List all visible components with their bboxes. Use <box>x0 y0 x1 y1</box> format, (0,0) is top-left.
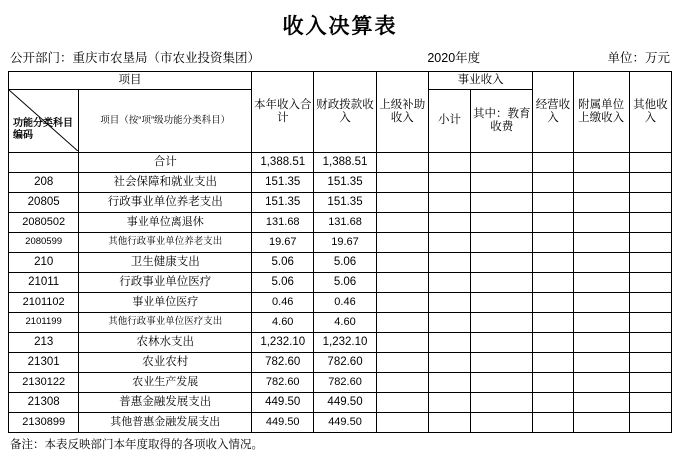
cell-affiliated <box>573 333 629 353</box>
cell-total: 19.67 <box>252 233 314 253</box>
cell-total: 4.60 <box>252 313 314 333</box>
cell-name: 卫生健康支出 <box>79 253 252 273</box>
header-col-operating: 经营收入 <box>533 72 573 153</box>
cell-biz-sub <box>428 193 470 213</box>
cell-total: 1,388.51 <box>252 153 314 173</box>
cell-fiscal: 449.50 <box>314 393 376 413</box>
cell-code: 2080599 <box>9 233 79 253</box>
cell-biz-edu <box>471 213 533 233</box>
header-col-superior: 上级补助收入 <box>376 72 428 153</box>
cell-other <box>629 193 671 213</box>
cell-biz-edu <box>471 413 533 433</box>
cell-biz-edu <box>471 393 533 413</box>
cell-other <box>629 313 671 333</box>
cell-fiscal: 151.35 <box>314 173 376 193</box>
cell-biz-edu <box>471 273 533 293</box>
table-row <box>9 293 672 313</box>
cell-affiliated <box>573 373 629 393</box>
cell-affiliated <box>573 293 629 313</box>
cell-fiscal: 5.06 <box>314 273 376 293</box>
cell-biz-edu <box>471 193 533 213</box>
table-row <box>9 213 672 233</box>
cell-biz-edu <box>471 153 533 173</box>
cell-other <box>629 273 671 293</box>
cell-superior <box>376 253 428 273</box>
table-row <box>9 413 672 433</box>
cell-superior <box>376 153 428 173</box>
cell-code: 21011 <box>9 273 79 293</box>
cell-operating <box>533 333 573 353</box>
cell-biz-sub <box>428 253 470 273</box>
header-col-total <box>252 72 314 153</box>
table-row <box>9 373 672 393</box>
cell-name: 其他普惠金融发展支出 <box>79 413 252 433</box>
cell-operating <box>533 153 573 173</box>
cell-affiliated <box>573 253 629 273</box>
cell-affiliated <box>573 193 629 213</box>
cell-other <box>629 233 671 253</box>
cell-total: 131.68 <box>252 213 314 233</box>
department-label: 公开部门：重庆市农垦局（市农业投资集团） <box>10 51 261 65</box>
cell-biz-edu <box>471 313 533 333</box>
cell-biz-sub <box>428 273 470 293</box>
cell-superior <box>376 313 428 333</box>
cell-biz-sub <box>428 233 470 253</box>
footer-note: 备注：本表反映部门本年度取得的各项收入情况。 <box>10 439 263 451</box>
header-col-other: 其他收入 <box>629 72 671 153</box>
cell-biz-sub <box>428 353 470 373</box>
cell-fiscal: 1,232.10 <box>314 333 376 353</box>
cell-total: 449.50 <box>252 393 314 413</box>
cell-operating <box>533 293 573 313</box>
table-row <box>9 153 672 173</box>
cell-fiscal: 4.60 <box>314 313 376 333</box>
cell-affiliated <box>573 213 629 233</box>
cell-total: 151.35 <box>252 173 314 193</box>
cell-other <box>629 393 671 413</box>
cell-operating <box>533 253 573 273</box>
cell-name: 事业单位离退休 <box>79 213 252 233</box>
header-corner-item: 项目（按“项”级功能分类科目） <box>79 90 252 153</box>
cell-operating <box>533 213 573 233</box>
header-col-business-group: 事业收入 <box>428 72 532 90</box>
cell-operating <box>533 173 573 193</box>
cell-code: 21308 <box>9 393 79 413</box>
cell-biz-sub <box>428 173 470 193</box>
cell-operating <box>533 193 573 213</box>
table-row <box>9 193 672 213</box>
cell-code: 2080502 <box>9 213 79 233</box>
cell-operating <box>533 313 573 333</box>
cell-other <box>629 373 671 393</box>
cell-fiscal: 19.67 <box>314 233 376 253</box>
header-item-group: 项目 <box>9 72 252 90</box>
cell-biz-sub <box>428 373 470 393</box>
header-corner-code-label: 功能分类科目编码 <box>13 118 73 141</box>
fiscal-year: 2020年度 <box>427 51 481 65</box>
income-final-account-table <box>8 71 672 433</box>
cell-affiliated <box>573 413 629 433</box>
cell-superior <box>376 173 428 193</box>
cell-fiscal: 131.68 <box>314 213 376 233</box>
cell-biz-sub <box>428 293 470 313</box>
cell-superior <box>376 333 428 353</box>
page-title: 收入决算表 <box>282 14 398 38</box>
cell-name: 农业生产发展 <box>79 373 252 393</box>
cell-total: 1,232.10 <box>252 333 314 353</box>
cell-name: 其他行政事业单位医疗支出 <box>79 313 252 333</box>
table-body <box>9 153 672 433</box>
cell-fiscal: 1,388.51 <box>314 153 376 173</box>
cell-code: 2130899 <box>9 413 79 433</box>
cell-code <box>9 153 79 173</box>
cell-superior <box>376 373 428 393</box>
cell-code: 21301 <box>9 353 79 373</box>
cell-fiscal: 0.46 <box>314 293 376 313</box>
header-col-fiscal <box>314 72 376 153</box>
cell-operating <box>533 273 573 293</box>
cell-biz-sub <box>428 393 470 413</box>
cell-total: 782.60 <box>252 373 314 393</box>
table-row <box>9 313 672 333</box>
cell-biz-edu <box>471 333 533 353</box>
cell-total: 782.60 <box>252 353 314 373</box>
table-row <box>9 393 672 413</box>
cell-total: 5.06 <box>252 253 314 273</box>
cell-affiliated <box>573 153 629 173</box>
document-meta <box>8 48 672 66</box>
table-row <box>9 353 672 373</box>
cell-fiscal: 782.60 <box>314 353 376 373</box>
cell-biz-edu <box>471 233 533 253</box>
cell-total: 449.50 <box>252 413 314 433</box>
cell-other <box>629 293 671 313</box>
table-row <box>9 173 672 193</box>
cell-code: 2130122 <box>9 373 79 393</box>
cell-fiscal: 151.35 <box>314 193 376 213</box>
table-row <box>9 273 672 293</box>
header-col-total-line1: 本年收入合计 <box>253 98 312 124</box>
cell-code: 208 <box>9 173 79 193</box>
cell-operating <box>533 373 573 393</box>
cell-other <box>629 213 671 233</box>
cell-superior <box>376 413 428 433</box>
cell-affiliated <box>573 313 629 333</box>
cell-superior <box>376 213 428 233</box>
cell-biz-edu <box>471 293 533 313</box>
cell-biz-edu <box>471 253 533 273</box>
table-row <box>9 333 672 353</box>
cell-operating <box>533 413 573 433</box>
cell-operating <box>533 353 573 373</box>
cell-biz-sub <box>428 153 470 173</box>
cell-fiscal: 5.06 <box>314 253 376 273</box>
cell-affiliated <box>573 173 629 193</box>
cell-name: 农林水支出 <box>79 333 252 353</box>
cell-other <box>629 413 671 433</box>
cell-code: 210 <box>9 253 79 273</box>
header-corner-code <box>9 90 79 153</box>
cell-name: 事业单位医疗 <box>79 293 252 313</box>
cell-biz-sub <box>428 413 470 433</box>
cell-total: 151.35 <box>252 193 314 213</box>
cell-affiliated <box>573 393 629 413</box>
cell-biz-edu <box>471 173 533 193</box>
table-row <box>9 233 672 253</box>
cell-total: 5.06 <box>252 273 314 293</box>
cell-biz-sub <box>428 333 470 353</box>
cell-other <box>629 253 671 273</box>
cell-operating <box>533 393 573 413</box>
header-col-fiscal-line1: 财政拨款收入 <box>316 98 374 124</box>
cell-other <box>629 333 671 353</box>
cell-fiscal: 782.60 <box>314 373 376 393</box>
cell-superior <box>376 193 428 213</box>
cell-superior <box>376 293 428 313</box>
cell-name: 农业农村 <box>79 353 252 373</box>
cell-name: 普惠金融发展支出 <box>79 393 252 413</box>
unit-label: 单位：万元 <box>607 51 670 65</box>
cell-affiliated <box>573 353 629 373</box>
cell-other <box>629 173 671 193</box>
cell-code: 213 <box>9 333 79 353</box>
table-row <box>9 253 672 273</box>
cell-name: 行政事业单位养老支出 <box>79 193 252 213</box>
cell-name: 社会保障和就业支出 <box>79 173 252 193</box>
header-col-affiliated: 附属单位上缴收入 <box>573 72 629 153</box>
cell-code: 20805 <box>9 193 79 213</box>
cell-name: 合计 <box>79 153 252 173</box>
cell-code: 2101199 <box>9 313 79 333</box>
cell-total: 0.46 <box>252 293 314 313</box>
cell-fiscal: 449.50 <box>314 413 376 433</box>
cell-biz-sub <box>428 213 470 233</box>
cell-operating <box>533 233 573 253</box>
cell-biz-edu <box>471 353 533 373</box>
header-col-business-sub: 小计 <box>428 90 470 153</box>
cell-superior <box>376 393 428 413</box>
cell-other <box>629 153 671 173</box>
cell-code: 2101102 <box>9 293 79 313</box>
document-page <box>0 10 680 451</box>
cell-other <box>629 353 671 373</box>
cell-affiliated <box>573 273 629 293</box>
cell-superior <box>376 273 428 293</box>
cell-affiliated <box>573 233 629 253</box>
cell-superior <box>376 233 428 253</box>
cell-biz-sub <box>428 313 470 333</box>
header-col-business-edu: 其中：教育收费 <box>471 90 533 153</box>
cell-name: 行政事业单位医疗 <box>79 273 252 293</box>
cell-name: 其他行政事业单位养老支出 <box>79 233 252 253</box>
cell-biz-edu <box>471 373 533 393</box>
cell-superior <box>376 353 428 373</box>
